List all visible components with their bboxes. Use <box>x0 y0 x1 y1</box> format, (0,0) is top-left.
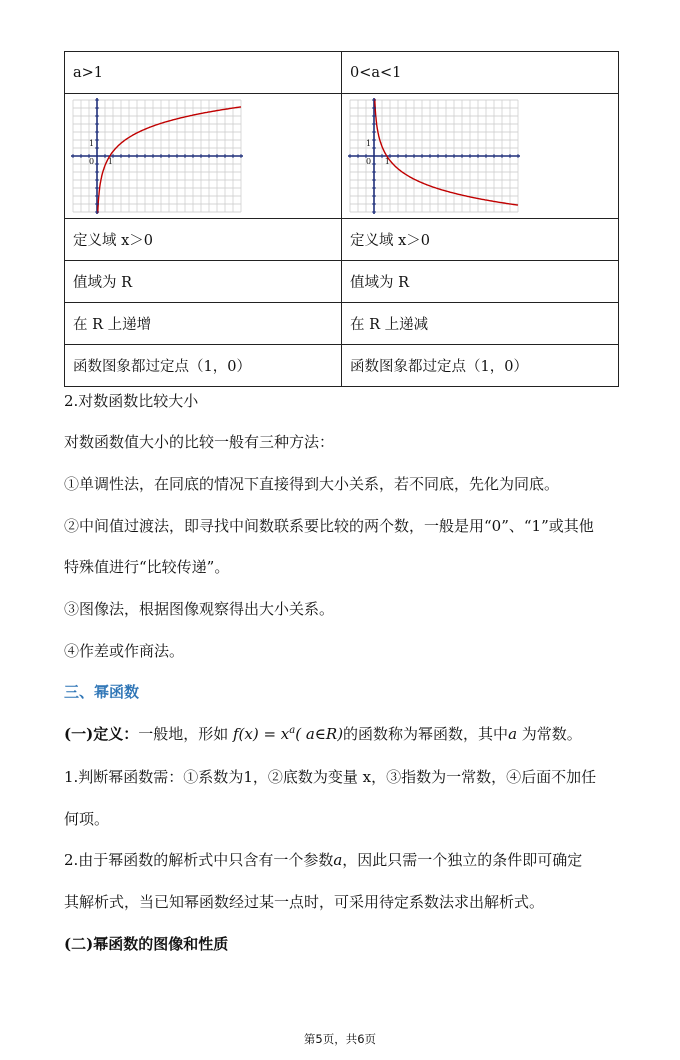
log-graph-increasing <box>65 94 341 218</box>
definition-text-1: 一般地，形如 <box>138 725 233 743</box>
definition-var: a <box>508 725 518 743</box>
point2-text-b: ，因此只需一个独立的条件即可确定 <box>342 851 583 869</box>
table-header-row <box>65 52 619 94</box>
section3-heading: 三、幂函数 <box>64 683 140 701</box>
x-tick-one-label: 1 <box>384 157 390 166</box>
cell-monotonic-right: 在 R 上递减 <box>342 303 619 345</box>
definition-exponent: a <box>289 725 296 736</box>
cell-monotonic-left: 在 R 上递增 <box>65 303 342 345</box>
table-row-fixed-point <box>65 345 619 387</box>
subsection-2-title: (二)幂函数的图像和性质 <box>64 935 229 953</box>
method-4: ④作差或作商法。 <box>64 642 185 660</box>
point2-line2: 其解析式，当已知幂函数经过某一点时，可采用待定系数法求出解析式。 <box>64 893 545 911</box>
y-tick-one-label: 1 <box>89 139 95 149</box>
log-function-comparison-table <box>64 51 619 387</box>
header-a-between-0-1: 0<a<1 <box>342 52 619 94</box>
table-row-range <box>65 261 619 303</box>
graph-cell-decreasing <box>342 94 619 219</box>
point2-line1 <box>64 849 582 870</box>
definition-text-2: 的函数称为幂函数，其中 <box>343 725 509 743</box>
point1-line1: 1.判断幂函数需：①系数为1，②底数为变量 x，③指数为一常数，④后面不加任 <box>64 768 597 786</box>
cell-fixed-point-left: 函数图象都过定点（1，0） <box>65 345 342 387</box>
header-a-greater-1: a>1 <box>65 52 342 94</box>
graph-cell-increasing <box>65 94 342 219</box>
point1-line2: 何项。 <box>64 810 110 828</box>
method-3: ③图像法，根据图像观察得出大小关系。 <box>64 600 335 618</box>
origin-label: 0 <box>366 157 372 166</box>
cell-range-left: 值域为 R <box>65 261 342 303</box>
cell-range-right: 值域为 R <box>342 261 619 303</box>
definition-text-3: 为常数。 <box>517 725 582 743</box>
cell-domain-left: 定义域 x＞0 <box>65 219 342 261</box>
cell-domain-right: 定义域 x＞0 <box>342 219 619 261</box>
section2-title: 2.对数函数比较大小 <box>64 392 199 410</box>
definition-label: (一)定义： <box>64 725 139 743</box>
page-footer: 第5页，共6页 <box>303 1032 377 1046</box>
point2-text-a: 2.由于幂函数的解析式中只含有一个参数 <box>64 851 334 869</box>
definition-formula: f(x) = x <box>232 725 290 743</box>
section2-intro: 对数函数值大小的比较一般有三种方法： <box>64 433 335 451</box>
log-curve-increasing <box>98 107 241 213</box>
definition-condition: ( a∈R) <box>295 725 344 743</box>
log-curve-decreasing <box>375 99 518 205</box>
y-tick-one-label: 1 <box>366 139 372 149</box>
definition-line <box>64 723 582 744</box>
table-row-monotonicity <box>65 303 619 345</box>
origin-label: 0 <box>89 157 95 166</box>
graph-row <box>65 94 619 219</box>
table-row-domain <box>65 219 619 261</box>
x-tick-one-label: 1 <box>107 157 113 166</box>
method-2-line2: 特殊值进行“比较传递”。 <box>64 558 230 576</box>
method-1: ①单调性法，在同底的情况下直接得到大小关系，若不同底，先化为同底。 <box>64 475 560 493</box>
cell-fixed-point-right: 函数图象都过定点（1，0） <box>342 345 619 387</box>
log-graph-decreasing <box>342 94 618 218</box>
point2-var: a <box>333 851 343 869</box>
method-2-line1: ②中间值过渡法，即寻找中间数联系要比较的两个数，一般是用“0”、“1”或其他 <box>64 517 594 535</box>
